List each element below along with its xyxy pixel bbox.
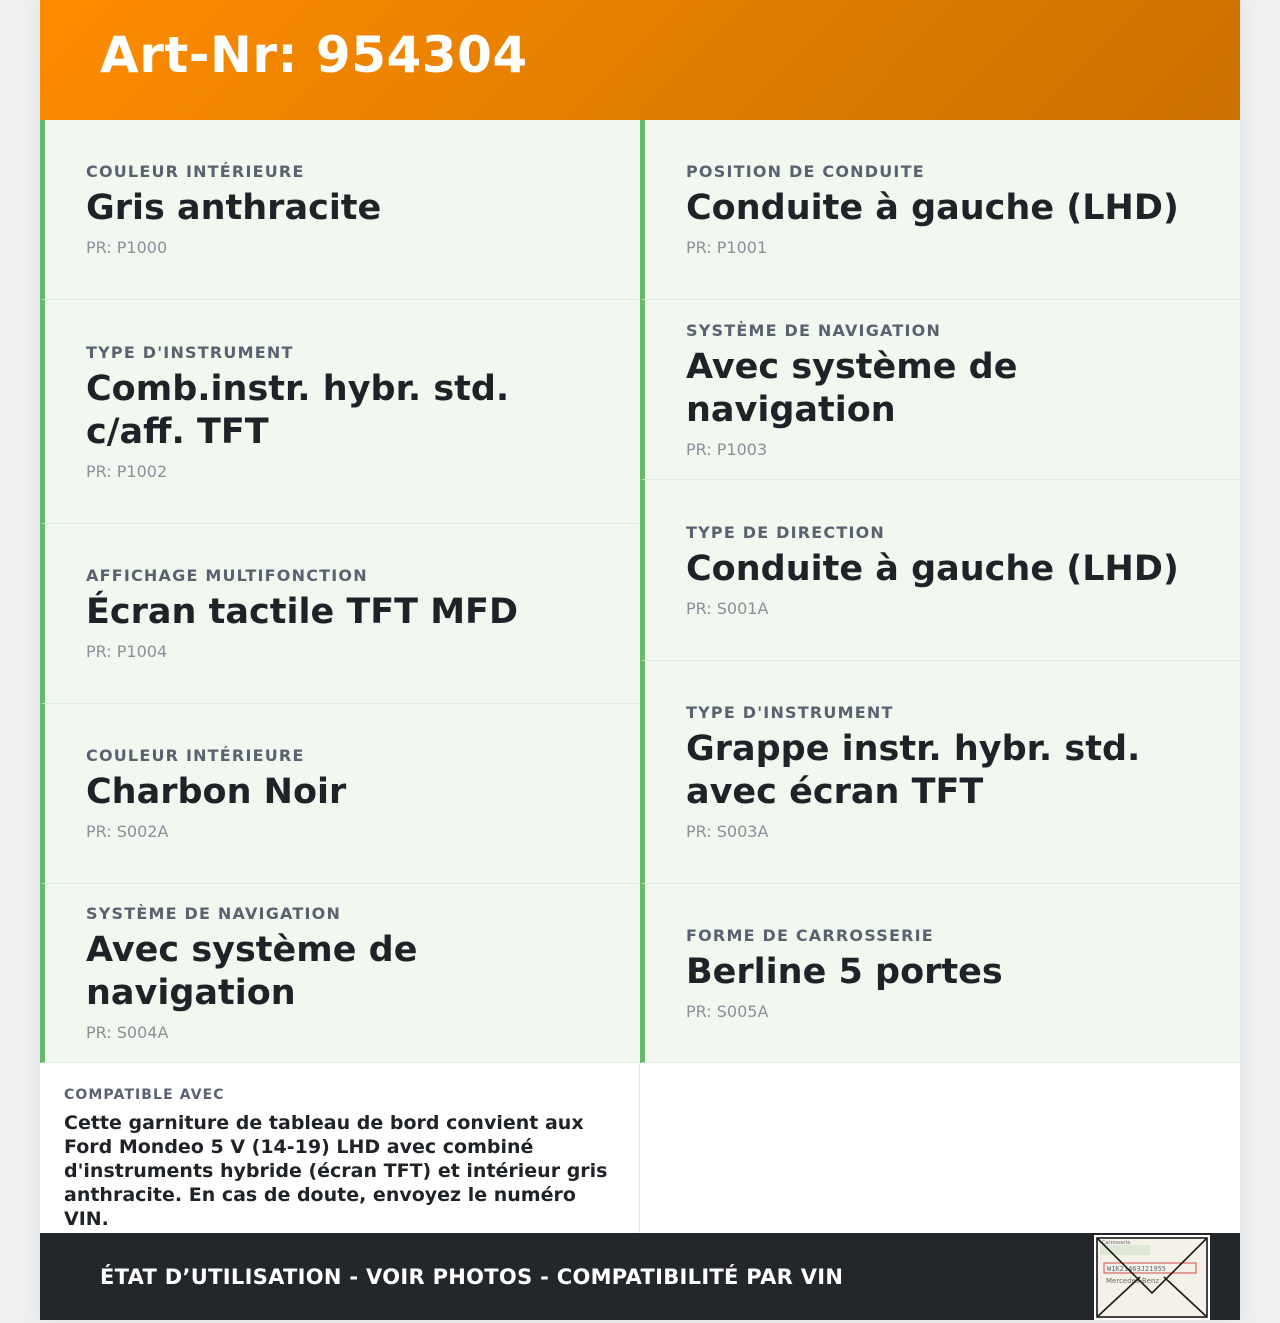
spec-code: PR: S002A xyxy=(86,822,169,841)
spec-cell xyxy=(640,884,1240,1063)
spec-value: Avec système de navigation xyxy=(686,346,1018,430)
spec-label: AFFICHAGE MULTIFONCTION xyxy=(86,566,368,585)
spec-value: Comb.instr. hybr. std. c/aff. TFT xyxy=(86,368,510,452)
spec-label: TYPE DE DIRECTION xyxy=(686,522,885,542)
spec-code: PR: P1000 xyxy=(86,238,168,257)
spec-cell xyxy=(640,661,1240,884)
spec-label: TYPE D'INSTRUMENT xyxy=(86,342,294,362)
compatibility-section xyxy=(40,1063,640,1233)
product-sheet xyxy=(40,0,1240,1320)
compatibility-text: Cette garniture de tableau de bord convient aux Ford Mondeo 5 V (14-19) LHD avec combiné d'instruments hybride (écran TFT) et intérieur gris anthracite. En cas de doute, envoyez le numéro VIN. xyxy=(64,1112,608,1230)
stamp-line1: Carrosserie xyxy=(1102,1240,1131,1246)
spec-value: Avec système de navigation xyxy=(86,930,418,1013)
envelope-icon xyxy=(1096,1237,1208,1318)
vin-plate-thumbnail[interactable] xyxy=(1094,1235,1210,1320)
article-number-title: Art-Nr: 954304 xyxy=(100,26,528,84)
spec-label: FORME DE CARROSSERIE xyxy=(686,925,934,945)
stamp-vin: W1K21463J21955 xyxy=(1107,1265,1167,1273)
spec-cell xyxy=(40,524,640,704)
spec-label: SYSTÈME DE NAVIGATION xyxy=(86,904,342,923)
spec-cell xyxy=(40,300,640,524)
header-bar xyxy=(40,0,1240,120)
spec-cell xyxy=(640,300,1240,480)
spec-code: PR: P1001 xyxy=(686,238,768,257)
spec-code: PR: S003A xyxy=(686,822,769,841)
spec-cell xyxy=(640,120,1240,300)
spec-code: PR: S005A xyxy=(686,1001,769,1021)
spec-code: PR: S004A xyxy=(86,1023,169,1042)
spec-code: PR: P1004 xyxy=(86,642,168,661)
spec-cell xyxy=(40,704,640,884)
spec-code: PR: P1002 xyxy=(86,461,168,481)
spec-value: Berline 5 portes xyxy=(686,951,1003,992)
spec-cell xyxy=(40,120,640,300)
footer-bar xyxy=(40,1233,1240,1320)
spec-value: Conduite à gauche (LHD) xyxy=(686,188,1179,228)
spec-label: SYSTÈME DE NAVIGATION xyxy=(686,320,942,340)
spec-value: Conduite à gauche (LHD) xyxy=(686,548,1179,589)
spec-code: PR: S001A xyxy=(686,598,769,618)
footer-tagline: ÉTAT D’UTILISATION - VOIR PHOTOS - COMPATIBILITÉ PAR VIN xyxy=(100,1264,844,1289)
spec-cell xyxy=(640,480,1240,661)
spec-label: TYPE D'INSTRUMENT xyxy=(686,703,894,722)
spec-code: PR: P1003 xyxy=(686,439,768,459)
spec-label: COULEUR INTÉRIEURE xyxy=(86,162,305,181)
compatibility-label: COMPATIBLE AVEC xyxy=(64,1087,225,1103)
spec-value: Écran tactile TFT MFD xyxy=(86,592,519,632)
stamp-brand: Mercedes-Benz xyxy=(1106,1277,1160,1285)
spec-cell xyxy=(40,884,640,1063)
spec-column-right xyxy=(640,120,1240,1063)
spec-label: POSITION DE CONDUITE xyxy=(686,162,925,181)
spec-value: Grappe instr. hybr. std. avec écran TFT xyxy=(686,729,1141,812)
spec-grid xyxy=(40,120,1240,1063)
spec-label: COULEUR INTÉRIEURE xyxy=(86,746,305,765)
spec-column-left xyxy=(40,120,640,1063)
spec-value: Charbon Noir xyxy=(86,772,347,812)
spec-value: Gris anthracite xyxy=(86,188,382,228)
